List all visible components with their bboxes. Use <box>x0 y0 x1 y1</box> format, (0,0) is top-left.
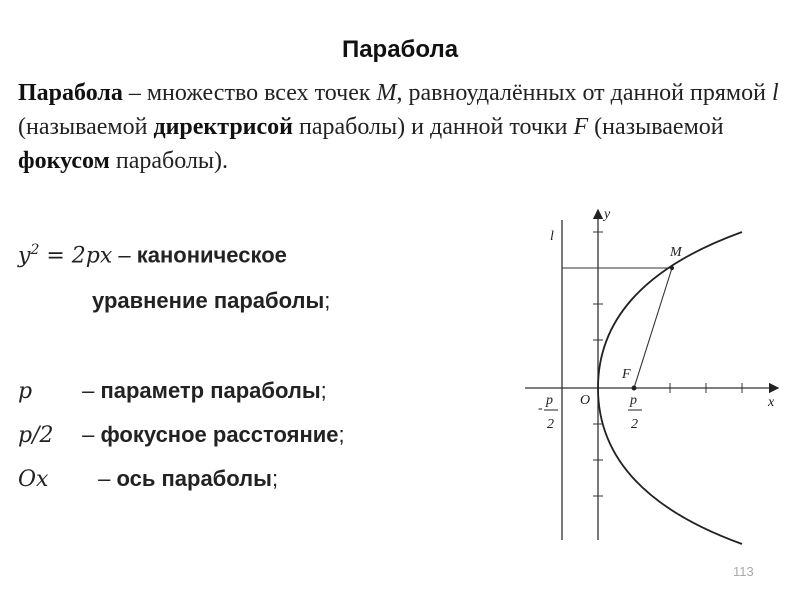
directrix-label: l <box>550 229 554 244</box>
term-symbol: p <box>18 379 33 404</box>
focus-label: F <box>622 367 631 382</box>
term-description: ось параболы <box>116 466 272 491</box>
point-m-symbol: M <box>376 80 397 106</box>
point-m <box>670 266 674 270</box>
neg-half-p-numerator: p <box>546 393 553 408</box>
neg-half-p-denominator: 2 <box>547 417 554 432</box>
canonical-formula: $y^2 = 2px$ <box>18 242 113 269</box>
origin-label: O <box>580 393 591 408</box>
line-l-symbol: l <box>771 80 779 106</box>
term-row: p – параметр параболы; <box>18 378 327 404</box>
term-description: параметр параболы <box>100 378 321 403</box>
point-m-label: M <box>670 245 682 260</box>
pos-half-p-denominator: 2 <box>631 417 638 432</box>
term-symbol: Ox <box>18 467 49 492</box>
term-focus: фокусом <box>18 148 110 174</box>
canonical-label: каноническое <box>136 242 287 268</box>
term-symbol: p/2 <box>18 423 54 448</box>
x-axis-label: x <box>768 395 775 410</box>
y-axis-label: y <box>604 207 611 222</box>
term-row: Ox – ось параболы; <box>18 466 279 492</box>
page-number: 113 <box>733 564 754 579</box>
term-directrix: директрисой <box>153 114 293 140</box>
pos-half-p-numerator: p <box>630 393 637 408</box>
term-row: p/2 – фокусное расстояние; <box>18 422 345 448</box>
focus-f-symbol: F <box>573 114 589 140</box>
term-description: фокусное расстояние <box>100 422 339 447</box>
canonical-equation-line-2: уравнение параболы; <box>92 288 331 313</box>
canonical-equation-line: $y^2 = 2px$ – каноническое <box>18 242 287 269</box>
slide-title: Парабола <box>341 36 459 63</box>
focus-to-m-segment <box>634 268 672 388</box>
definition-paragraph: Парабола – множество всех точек M, равноудалённых от данной прямой l (называемой директрисой параболы) и данной точки F (называемой фокусом параболы). <box>18 80 779 174</box>
neg-half-p-sign: - <box>538 401 543 416</box>
focus-point <box>632 386 637 391</box>
term-parabola: Парабола <box>18 80 123 106</box>
